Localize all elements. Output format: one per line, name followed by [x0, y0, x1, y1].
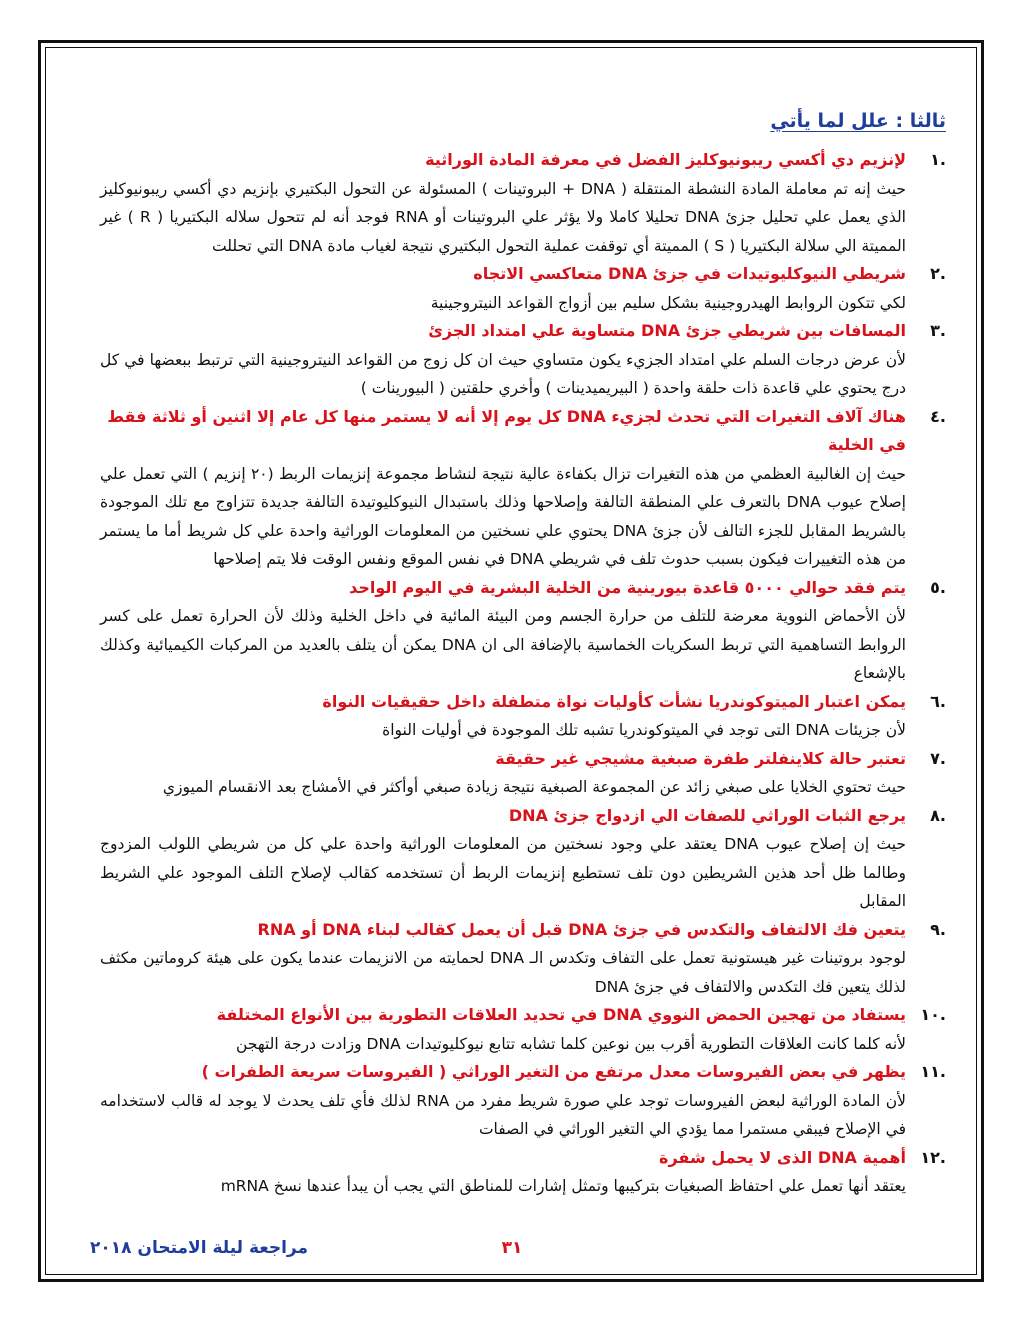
question-heading: لإنزيم دي أكسي ريبونيوكليز الفضل في معرفة المادة الوراثية	[425, 150, 906, 169]
answer-text: لأن عرض درجات السلم علي امتداد الجزيء يكون متساوي حيث ان كل زوج من القواعد النيتروجينية التي ترتبط ببعضها في كل درج يحتوي علي قاعدة ذات حلقة واحدة ( البيريميدينات ) وأخري حلقتين ( البيورينات )	[100, 350, 906, 397]
question-item	[100, 574, 946, 688]
question-heading: المسافات بين شريطي جزئ DNA متساوية علي امتداد الجزئ	[428, 321, 906, 340]
question-number: .٩	[930, 919, 946, 939]
question-number: .٨	[930, 805, 946, 825]
question-heading: يتم فقد حوالي ٥٠٠٠ قاعدة بيورينية من الخلية البشرية في اليوم الواحد	[349, 577, 906, 597]
question-item	[100, 1144, 946, 1201]
question-number: .٤	[930, 406, 946, 426]
question-heading: شريطي النيوكليوتيدات في جزئ DNA متعاكسي الاتجاه	[473, 264, 906, 283]
question-number: .٢	[930, 264, 946, 283]
question-item	[100, 317, 946, 403]
question-heading: هناك آلاف التغيرات التي تحدث لجزيء DNA كل يوم إلا أنه لا يستمر منها كل عام إلا اثنين أو ثلاثة فقط في الخلية	[107, 406, 906, 454]
question-heading: يتعين فك الالتفاف والتكدس في جزئ DNA قبل أن يعمل كقالب لبناء DNA أو RNA	[257, 919, 906, 939]
answer-text: حيث تحتوي الخلايا على صبغي زائد عن المجموعة الصبغية نتيجة زيادة صبغي أوأكثر في الأمشاج بعد الانقسام الميوزي	[162, 778, 906, 796]
page-number: ٣١	[501, 1238, 523, 1258]
question-number: .١٢	[920, 1147, 946, 1167]
question-item	[100, 403, 946, 574]
question-item	[100, 688, 946, 745]
question-heading: يرجع الثبات الوراثي للصفات الي ازدواج جزئ DNA	[508, 805, 906, 825]
section-title: ثالثا : علل لما يأتي	[770, 110, 946, 132]
answer-text: لأن المادة الوراثية لبعض الفيروسات توجد علي صورة شريط مفرد من RNA لذلك فأي تلف يحدث لا يوجد له قالب لاستخدامه في الإصلاح فيبقي مستمرا مما يؤدي الي التغير الوراثي في الصفات	[100, 1091, 907, 1138]
question-item	[100, 1058, 946, 1144]
question-heading: يمكن اعتبار الميتوكوندريا نشأت كأوليات نواة متطفلة داخل حقيقيات النواة	[322, 691, 906, 711]
question-number: .٦	[930, 691, 946, 711]
footer-review-title: مراجعة ليلة الامتحان ٢٠١٨	[90, 1238, 309, 1258]
question-item	[100, 916, 946, 1002]
question-item	[100, 146, 946, 260]
answer-text: حيث إن الغالبية العظمي من هذه التغيرات تزال بكفاءة عالية نتيجة لنشاط مجموعة إنزيمات الربط (٢٠ إنزيم ) التي تعمل علي إصلاح عيوب DNA بالتعرف علي المنطقة التالفة وإصلاحها وذلك باستبدال النيوكليوتيدة التالفة جديدة تتزاوج مع تلك الموجودة بالشريط المقابل للجزء التالف لأن جزئ DNA يحتوي علي نسختين من المعلومات الوراثية واحدة علي كل شريط أما ما يستمر من هذه التغييرات فيكون بسبب حدوث تلف في شريطي DNA في نفس الموقع ونفس الوقت فلا يتم إصلاحها	[100, 464, 907, 568]
answer-text: لأن الأحماض النووية معرضة للتلف من حرارة الجسم ومن البيئة المائية في داخل الخلية وذلك لأن الحرارة تعمل على كسر الروابط التساهمية التي تربط السكريات الخماسية بالإضافة الى ان DNA يمكن أن يتلف بالعديد من المركبات الكيميائية وكذلك بالإشعاع	[100, 607, 906, 682]
question-heading: تعتبر حالة كلاينفلتر طفرة صبغية مشيجي غير حقيقة	[495, 748, 906, 768]
answer-text: حيث إنه تم معاملة المادة النشطة المنتقلة ( DNA + البروتينات ) المسئولة عن التحول البكتيري بإنزيم دي أكسي ريبونيوكليز الذي يعمل علي تحليل جزئ DNA تحليلا كاملا ولا يؤثر علي البروتينات أو RNA فوجد أنه لم تتحول سلاله البكتيريا ( R ) غير المميتة الي سلالة البكتيريا ( S ) المميتة أي توقفت عملية التحول البكتيري نتيجة لغياب مادة DNA التي تحللت	[100, 179, 906, 255]
question-item	[100, 745, 946, 802]
question-list	[100, 146, 946, 1201]
answer-text: يعتقد أنها تعمل علي احتفاظ الصبغيات بتركيبها وتمثل إشارات للمناطق التي يجب أن يبدأ عندها نسخ mRNA	[220, 1177, 906, 1195]
answer-text: لأنه كلما كانت العلاقات التطورية أقرب بين نوعين كلما تشابه تتابع نيوكليوتيدات DNA وزادت درجة التهجن	[236, 1034, 906, 1053]
question-item	[100, 260, 946, 317]
question-item	[100, 1001, 946, 1058]
page-footer	[60, 1238, 964, 1268]
question-number: .١	[930, 150, 946, 169]
page-content	[100, 110, 946, 1201]
answer-text: حيث إن إصلاح عيوب DNA يعتقد علي وجود نسختين من المعلومات الوراثية واحدة علي كل من شريطي اللولب المزدوج وطالما ظل أحد هذين الشريطين دون تلف تستطيع إنزيمات الربط أن تستخدمه كقالب لإصلاح التلف الموجود علي الشريط المقابل	[100, 835, 906, 910]
answer-text: لكي تتكون الروابط الهيدروجينية بشكل سليم بين أزواج القواعد النيتروجينية	[430, 293, 906, 312]
question-number: .٧	[930, 748, 946, 768]
question-heading: يستفاد من تهجين الحمض النووي DNA في تحديد العلاقات التطورية بين الأنواع المختلفة	[216, 1005, 906, 1024]
question-heading: يظهر في بعض الفيروسات معدل مرتفع من التغير الوراثي ( الفيروسات سريعة الطفرات )	[201, 1062, 906, 1081]
answer-text: لوجود بروتينات غير هيستونية تعمل على التفاف وتكدس الـ DNA لحمايته من الانزيمات عندما يكون على هيئة كروماتين مكثف لذلك يتعين فك التكدس والالتفاف في جزئ DNA	[100, 949, 906, 996]
question-number: .١١	[920, 1062, 946, 1081]
question-number: .٣	[930, 321, 946, 340]
question-item	[100, 802, 946, 916]
question-number: .١٠	[920, 1005, 946, 1024]
question-heading: أهمية DNA الذى لا يحمل شفرة	[659, 1147, 906, 1167]
question-number: .٥	[930, 577, 946, 597]
answer-text: لأن جزيئات DNA التى توجد في الميتوكوندريا تشبه تلك الموجودة في أوليات النواة	[382, 721, 906, 739]
